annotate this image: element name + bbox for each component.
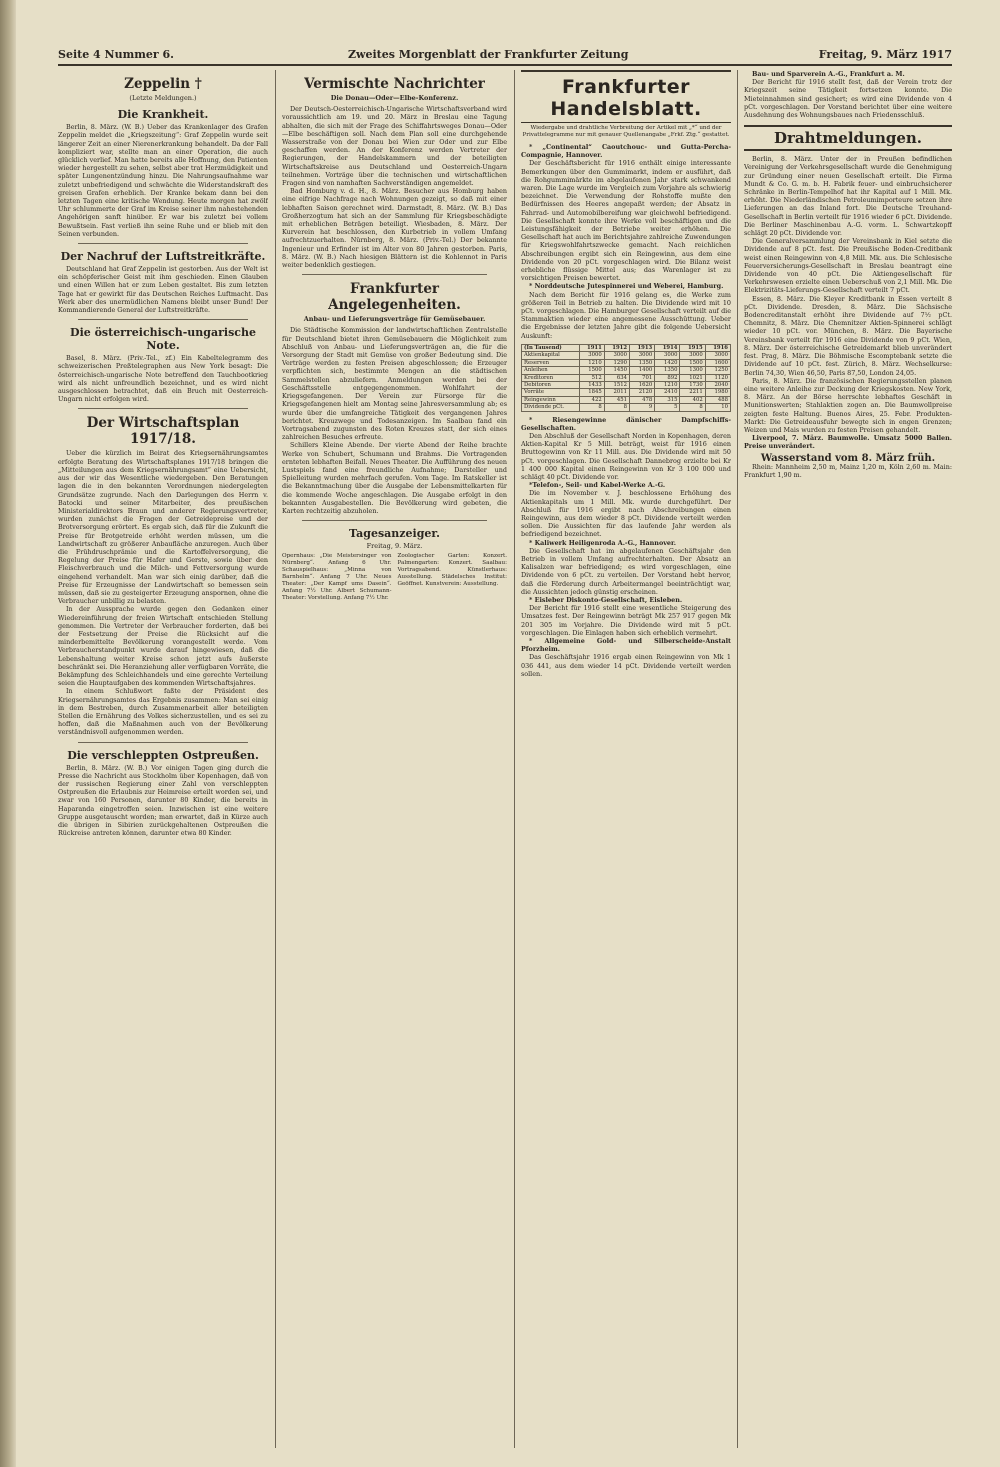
continental-text: Der Geschäftsbericht für 1916 enthält einige interessante Bemerkungen über den Gummimarkt, indem er ausführt, daß die Rohgummimärkte im abgelaufenen Jahr stark schwankend waren. Die Lage wurde im Vergleich zum Vorjahre als schwierig bezeichnet. Die Verwendung der Rohstoffe mußte den Bedürfnissen des Heeres angepaßt werden; der Absatz in Fahrrad- und Automobilbereifung war gleichwohl befriedigend. Die Gesellschaft konnte ihre Werke voll beschäftigen und die Leistungsfähigkeit der Betriebe weiter erhöhen. Die Gesellschaft hat auch im Berichtsjahre zahlreiche Zuwendungen für Kriegswohlfahrtszwecke gemacht. Nach reichlichen Abschreibungen ergibt sich ein Reingewinn, aus dem eine Dividende von 20 pCt. vorgeschlagen wird. Die Bilanz weist erhebliche flüssige Mittel aus; das Warenlager ist zu vorsichtigen Preisen bewertet.	[521, 159, 731, 283]
header-date: Freitag, 9. März 1917	[818, 48, 952, 61]
drahtmeldungen-headline: Drahtmeldungen.	[744, 125, 952, 151]
table-cell: 3000	[705, 352, 730, 359]
drahtmeldungen-text-3: Essen, 8. März. Die Kleyer Kreditbank in Essen verteilt 8 pCt. Dividende. Dresden, 8. März. Die Sächsische Bodencreditanstalt erhöht ihre Dividende auf 7½ pCt. Chemnitz, 8. März. Die Chemnitzer Aktien-Spinnerei schlägt wieder 10 pCt. vor. München, 8. März. Die Bayerische Vereinsbank verteilt für 1916 eine Dividende von 9 pCt. Wien, 8. März. Der österreichische Getreidemarkt blieb unverändert fest. Prag, 8. März. Die Böhmische Escomptebank setzte die Dividende auf 10 pCt. fest. Zürich, 8. März. Wechselkurse: Berlin 74,30, Wien 46,50, Paris 87,50, London 24,05.	[744, 294, 952, 377]
table-cell: 2040	[705, 381, 730, 388]
nachruf-text: Deutschland hat Graf Zeppelin ist gestorben. Aus der Welt ist ein schöpferischer Geist mit ihm geschieden. Einen Glauben und einen Willen hat er zum Leben gestaltet. Bis zum letzten Tage hat er gewirkt für das Deutschen Reiches Luftmacht. Das Werk aber des unermüdlichen Namens bleibt unser Bund! Der Kommandierende General der Luftstreitkräfte.	[58, 265, 268, 315]
drahtmeldungen-text-4: Paris, 8. März. Die französischen Regierungsstellen planen eine weitere Anleihe zur Deckung der Kriegskosten. New York, 8. März. An der Börse herrschte lebhaftes Geschäft in Munitionswerten; Stahlaktien zogen an. Die Baumwollpreise zeigten feste Haltung. Buenos Aires, 25. Febr. Produkten-Markt: Die Getreideausfuhr bewegte sich in engen Grenzen; Weizen und Mais wurden zu festen Preisen gehandelt.	[744, 376, 952, 434]
jute-text: Nach dem Bericht für 1916 gelang es, die Werke zum größeren Teil in Betrieb zu halten. Die Dividende wird mit 10 pCt. vorgeschlagen. Die Hamburger Gesellschaft verteilt auf die Stammaktien wieder eine angemessene Ausschüttung. Ueber die Ergebnisse der letzten Jahre gibt die folgende Uebersicht Auskunft:	[521, 290, 731, 340]
table-cell: 2011	[604, 389, 629, 396]
table-cell: 512	[579, 374, 604, 381]
jute-results-table	[521, 344, 731, 412]
handelsblatt-copyright-note: Wiedergabe und drahtliche Verbreitung der Artikel mit „*“ und der Privattelegramme nur mit genauer Quellenangabe „Frkf. Ztg.“ gestattet.	[522, 125, 730, 138]
note-text: Basel, 8. März. (Priv.-Tel., zf.) Ein Kabeltelegramm des schweizerischen Preßtelegraphen aus New York besagt: Die österreichisch-ungarische Note betreffend den Tauchbootkrieg wird als nicht unfreundlich bezeichnet, und es wird nicht ausgeschlossen betrachtet, daß ein Bruch mit Oesterreich-Ungarn nicht erfolgen wird.	[58, 354, 268, 404]
wirtschaftsplan-text: Ueber die kürzlich im Beirat des Kriegsernährungsamtes erfolgte Beratung des Wirtschaftsplanes 1917/18 bringen die „Mitteilungen aus dem Kriegsernährungsamt“ eine Uebersicht, aus der wir das Wesentliche wiedergeben. Den Beratungen lagen die in den bekannten Verordnungen niedergelegten Grundsätze zugrunde. Nach den Darlegungen des Herrn v. Batocki und seiner Mitarbeiter, des preußischen Ministerialdirektors Braun und anderer Regierungsvertreter, wurden zunächst die Fragen der Getreidepreise und der Brotversorgung erörtert. Es ergab sich, daß für die Zukunft die Preise für Brotgetreide erhöht werden müssen, um die Landwirtschaft zu größerer Anbaufläche anzuregen. Auch über die Frühdruschprämie und die Kartoffelversorgung, die Regelung der Preise für Hafer und Gerste, sowie über den Fleischverbrauch und die Milch- und Fettversorgung wurde eingehend verhandelt. Man war sich einig darüber, daß die Preise für Erzeugnisse der Landwirtschaft so bemessen sein müssen, daß sie zu gesteigerter Erzeugung anspornen, ohne die Verbraucher unbillig zu belasten.	[58, 449, 268, 606]
column-4	[744, 70, 952, 1448]
table-header-row	[522, 344, 731, 351]
table-header-cell: 1913	[630, 344, 655, 351]
misc-news-text: Bad Homburg v. d. H., 8. März. Besucher aus Homburg haben eine eifrige Nachfrage nach Wohnungen gezeigt, so daß mit einer lebhaften Saison gerechnet wird. Darmstadt, 8. März. (W. B.) Das Großherzogtum hat sich an der Sammlung für Kriegsbeschädigte mit erheblichen Beträgen beteiligt. Wiesbaden, 8. März. Der Kurverein hat beschlossen, den Kurbetrieb in vollem Umfang aufrechtzuerhalten. Nürnberg, 8. März. (Priv.-Tel.) Der bekannte Ingenieur und Erfinder ist im Alter von 80 Jahren gestorben. Paris, 8. März. (W. B.) Nach hiesigen Blättern ist die Kohlennot in Paris weiter bedenklich gestiegen.	[282, 187, 507, 270]
table-cell: 1500	[680, 359, 705, 366]
table-row	[522, 396, 731, 403]
eisleben-text: Der Bericht für 1916 stellt eine wesentliche Steigerung des Umsatzes fest. Der Reingewinn beträgt Mk 257 917 gegen Mk 201 305 im Vorjahre. Die Dividende wird mit 5 pCt. vorgeschlagen. Die Einlagen haben sich erheblich vermehrt.	[521, 604, 731, 637]
kaliwerk-text: Die Gesellschaft hat im abgelaufenen Geschäftsjahr den Betrieb in vollem Umfang aufrechterhalten. Der Absatz an Kalisalzen war befriedigend; es wird vorgeschlagen, eine Dividende von 6 pCt. zu verteilen. Der Vorstand hebt hervor, daß die Förderung durch Arbeitermangel beeinträchtigt war, die Aussichten jedoch günstig erscheinen.	[521, 546, 731, 596]
table-body	[522, 352, 731, 411]
dampfschiff-heading: * Riesengewinne dänischer Dampfschiffs-Gesellschaften.	[521, 415, 731, 432]
table-header-cell: 1912	[604, 344, 629, 351]
table-header-cell: 1915	[680, 344, 705, 351]
table-cell: 701	[630, 374, 655, 381]
donau-text: Der Deutsch-Oesterreichisch-Ungarische Wirtschaftsverband wird voraussichtlich am 19. und 20. März in Breslau eine Tagung abhalten, die sich mit der Frage des Schiffahrtsweges Donau—Oder—Elbe beschäftigen soll. Nach dem Plan soll eine durchgehende Wasserstraße von der Donau bei Wien zur Oder und zur Elbe geschaffen werden. An der Konferenz werden Vertreter der Regierungen, der Handelskammern und der beteiligten Wirtschaftskreise aus Deutschland und Oesterreich-Ungarn teilnehmen. Vorträge über die technischen und wirtschaftlichen Fragen sind von namhaften Sachverständigen angemeldet.	[282, 105, 507, 188]
krankheit-heading: Die Krankheit.	[117, 108, 209, 122]
table-cell: 315	[655, 396, 680, 403]
table-cell: Vorräte	[522, 389, 580, 396]
table-cell: 1845	[579, 389, 604, 396]
zeppelin-subtitle: (Letzte Meldungen.)	[129, 94, 197, 102]
tagesanzeiger-heading: Tagesanzeiger.	[349, 527, 440, 541]
page-binding-edge	[0, 0, 16, 1467]
column-3	[521, 70, 731, 1448]
table-cell: 3000	[680, 352, 705, 359]
table-cell: Debitoren	[522, 381, 580, 388]
table-cell: 422	[579, 396, 604, 403]
krankheit-text: Berlin, 8. März. (W. B.) Ueber das Krankenlager des Grafen Zeppelin meldet die „Kriegszeitung“: Graf Zeppelin wurde seit längerer Zeit an einer Nierenerkrankung behandelt. Da der Fall kompliziert war, stellte man an einer Operation, die auch glücklich verlief. Man hatte bereits alle Hoffnung, den Patienten wieder hergestellt zu sehen, selbst aber trat Herzmüdigkeit und später Lungenentzündung hinzu. Die Nahrungsaufnahme war zuletzt unbefriedigend und schwächte die Widerstandskraft des greisen Grafen erheblich. Der Kranke bekam dann bei den letzten Tagen eine kritische Wendung. Heute morgen hat zwölf Uhr schlummerte der Graf im Kreise seiner ihm nahestehenden Angehörigen sanft hinüber. Er war bis zuletzt bei vollem Bewußtsein. Fast verließ ihn seine Ruhe und er blieb mit den Seinen verbunden.	[58, 123, 268, 238]
table-cell: 1210	[579, 359, 604, 366]
table-row	[522, 381, 731, 388]
table-header-cell: 1914	[655, 344, 680, 351]
table-cell: 451	[604, 396, 629, 403]
wasserstand-heading: Wasserstand vom 8. März früh.	[760, 452, 936, 464]
nachruf-heading: Der Nachruf der Luftstreitkräfte.	[60, 250, 266, 264]
table-cell: 1450	[604, 367, 629, 374]
column-2	[282, 70, 507, 1448]
ostpreussen-text: Berlin, 8. März. (W. B.) Vor einigen Tagen ging durch die Presse die Nachricht aus Stockholm über Kopenhagen, daß von der russischen Regierung einer Zahl von verschleppten Ostpreußen die Erlaubnis zur Heimreise erteilt worden sei, und zwar von 160 Personen, darunter 80 Kinder, die bereits in Haparanda eingetroffen seien. Inzwischen ist eine weitere Gruppe ausgetauscht worden; man erwartet, daß in Kürze auch die übrigen in Sibirien zurückgehaltenen Ostpreußen die Rückreise antreten können, darunter etwa 80 Kinder.	[58, 763, 268, 838]
table-cell: 1350	[630, 359, 655, 366]
table-cell: Dividende pCt.	[522, 404, 580, 411]
ostpreussen-heading: Die verschleppten Ostpreußen.	[67, 748, 259, 762]
table-header-cell: 1916	[705, 344, 730, 351]
program-other: Zoologischer Garten: Konzert. Palmengarten: Konzert. Saalbau: Vortragsabend. Künstlerhaus: Ausstellung. Städelsches Institut: Geöffnet. Kunstverein: Ausstellung.	[397, 553, 507, 588]
divider	[302, 274, 487, 275]
scheideanstalt-text: Das Geschäftsjahr 1916 ergab einen Reingewinn von Mk 1 036 441, aus dem wieder 14 pCt. Dividende verteilt werden sollen.	[521, 653, 731, 678]
table-cell: 5	[655, 404, 680, 411]
table-cell: 478	[630, 396, 655, 403]
table-header-cell: (In Tausend)	[522, 344, 580, 351]
scheideanstalt-heading: * Allgemeine Gold- und Silberscheide-Anstalt Pforzheim.	[521, 637, 731, 654]
table-cell: 1210	[655, 381, 680, 388]
liverpool-report: Liverpool, 7. März. Baumwolle. Umsatz 5000 Ballen. Preise unverändert.	[744, 434, 952, 451]
table-row	[522, 404, 731, 411]
drahtmeldungen-text-2: Die Generalversammlung der Vereinsbank in Kiel setzte die Dividende auf 8 pCt. fest. Die Preußische Boden-Creditbank weist einen Reingewinn von 4,8 Mill. Mk. aus. Die Schlesische Feuerversicherungs-Gesellschaft in Breslau beantragt eine Dividende von 40 pCt. Die Aktiengesellschaft für Verkehrswesen erzielte einen Ueberschuß von 2,1 Mill. Mk. Die Elektrizitäts-Lieferungs-Gesellschaft verteilt 7 pCt.	[744, 237, 952, 295]
wasserstand-text: Rhein: Mannheim 2,50 m, Mainz 1,20 m, Köln 2,60 m. Main: Frankfurt 1,90 m.	[744, 462, 952, 479]
table-cell: 8	[579, 404, 604, 411]
dampfschiff-text: Den Abschluß der Gesellschaft Norden in Kopenhagen, deren Aktien-Kapital Kr 5 Mill. beträgt, weist für 1916 einen Bruttogewinn von Kr 11 Mill. aus. Die Dividende wird mit 50 pCt. vorgeschlagen. Die Gesellschaft Dannebrog erzielte bei Kr 1 400 000 Kapital einen Reingewinn von Kr 3 100 000 und schlägt 40 pCt. Dividende vor.	[521, 431, 731, 481]
page-header	[58, 44, 952, 66]
table-cell: 1600	[705, 359, 730, 366]
column-rule	[275, 70, 276, 1448]
table-cell: 1290	[604, 359, 629, 366]
table-cell: Kreditoren	[522, 374, 580, 381]
table-cell: 1420	[655, 359, 680, 366]
tagesanzeiger-program	[282, 553, 507, 602]
vermischte-headline: Vermischte Nachrichter	[304, 76, 485, 92]
telefon-text: Die im November v. J. beschlossene Erhöhung des Aktienkapitals um 1 Mill. Mk. wurde durchgeführt. Der Abschluß für 1916 ergibt nach Abschreibungen einen Reingewinn, aus dem wieder 8 pCt. Dividende verteilt werden sollen. Die Aussichten für das laufende Jahr werden als befriedigend bezeichnet.	[521, 489, 731, 539]
table-cell: 488	[705, 396, 730, 403]
table-cell: 402	[680, 396, 705, 403]
angelegenheiten-text-2: Schillers Kleine Abende. Der vierte Abend der Reihe brachte Werke von Schubert, Schumann und Brahms. Die Vortragenden ernteten lebhaften Beifall. Neues Theater. Die Aufführung des neuen Lustspiels fand eine freundliche Aufnahme; Darsteller und Spielleitung wurden mehrfach gerufen. Vom Tage. Im Ratskeller ist die Bekanntmachung über die Ausgabe der Lebensmittelkarten für die kommende Woche angeschlagen. Die Ausgabe erfolgt in den bekannten Ausgabestellen. Die Bevölkerung wird gebeten, die Karten rechtzeitig abzuholen.	[282, 441, 507, 515]
table-row	[522, 367, 731, 374]
table-cell: 3000	[579, 352, 604, 359]
telefon-heading: *Telefon-, Seil- und Kabel-Werke A.-G.	[529, 481, 666, 490]
divider	[78, 319, 248, 320]
wirtschaftsplan-heading: Der Wirtschaftsplan 1917/18.	[86, 415, 240, 448]
table-cell: 9	[630, 404, 655, 411]
table-cell: 8	[604, 404, 629, 411]
table-cell: 8	[680, 404, 705, 411]
table-cell: 1980	[705, 389, 730, 396]
table-cell: 1300	[680, 367, 705, 374]
table-cell: 3000	[655, 352, 680, 359]
table-cell: 2211	[680, 389, 705, 396]
table-cell: 1021	[680, 374, 705, 381]
header-newspaper-title: Zweites Morgenblatt der Frankfurter Zeitung	[348, 48, 629, 61]
angelegenheiten-subtitle: Anbau- und Lieferungsverträge für Gemüsebauer.	[303, 315, 486, 324]
bauverein-heading: Bau- und Sparverein A.-G., Frankfurt a. M.	[752, 70, 905, 78]
wirtschaftsplan-text-2: In der Aussprache wurde gegen den Gedanken einer Wiedereinführung der freien Wirtschaft entschieden Stellung genommen. Die Vertreter der Verbraucher forderten, daß bei der Festsetzung der Preise die Rücksicht auf die minderbemittelte Bevölkerung vorangestellt werde. Vom Verbraucherstandpunkt wurde darauf hingewiesen, daß die Lebenshaltung weiter Kreise schon jetzt aufs äußerste beschränkt sei. Die Heranziehung aller verfügbaren Vorräte, die Bekämpfung des Schleichhandels und eine gerechte Verteilung seien die Hauptaufgaben des kommenden Wirtschaftsjahres.	[58, 605, 268, 688]
divider	[78, 243, 248, 244]
donau-subtitle: Die Donau—Oder—Elbe-Konferenz.	[330, 94, 459, 102]
table-cell: Anleihen	[522, 367, 580, 374]
table-cell: 2410	[655, 389, 680, 396]
table-cell: 1250	[705, 367, 730, 374]
column-1	[58, 70, 268, 1448]
table-row	[522, 389, 731, 396]
kaliwerk-heading: * Kaliwerk Heiligenroda A.-G., Hannover.	[529, 538, 676, 547]
table-row	[522, 352, 731, 359]
divider	[78, 408, 248, 409]
table-cell: 1620	[630, 381, 655, 388]
divider	[302, 520, 487, 521]
table-cell: Reserven	[522, 359, 580, 366]
header-page-number: Seite 4 Nummer 6.	[58, 48, 174, 61]
table-cell: 1400	[630, 367, 655, 374]
table-cell: 1512	[604, 381, 629, 388]
table-cell: 10	[705, 404, 730, 411]
jute-heading: * Norddeutsche Jutespinnerei und Weberei, Hamburg.	[529, 282, 724, 291]
table-row	[522, 374, 731, 381]
table-cell: 1120	[705, 374, 730, 381]
table-cell: 1730	[680, 381, 705, 388]
eisleben-heading: * Eisleber Diskonto-Gesellschaft, Eisleben.	[529, 596, 683, 604]
frankfurter-angelegenheiten-headline: Frankfurter Angelegenheiten.	[328, 281, 461, 314]
column-rule	[514, 70, 515, 1448]
table-cell: Reingewinn	[522, 396, 580, 403]
table-cell: 1500	[579, 367, 604, 374]
angelegenheiten-text: Die Städtische Kommission der landwirtschaftlichen Zentralstelle für Deutschland bietet ihren Gemüsebauern die Möglichkeit zum Abschluß von Anbau- und Lieferungsverträgen an, die für die Versorgung der Stadt mit Gemüse von großer Bedeutung sind. Die Verträge werden zu festen Preisen abgeschlossen; die Erzeuger verpflichten sich, bestimmte Mengen an die städtischen Sammelstellen abzuliefern. Anmeldungen werden bei der Geschäftsstelle entgegengenommen. Wohlfahrt der Kriegsgefangenen. Der Verein zur Fürsorge für die Kriegsgefangenen hielt am Montag seine Jahresversammlung ab; es wurde über die umfangreiche Tätigkeit des vergangenen Jahres berichtet. Kreuzwege und Todesanzeigen. Im Saalbau fand ein Vortragsabend zugunsten des Roten Kreuzes statt, der sich eines zahlreichen Besuches erfreute.	[282, 326, 507, 442]
table-cell: 3000	[630, 352, 655, 359]
wirtschaftsplan-text-3: In einem Schlußwort faßte der Präsident des Kriegsernährungsamtes das Ergebnis zusammen: Man sei einig in dem Bestreben, durch Zusammenarbeit aller beteiligten Stellen die Ernährung des Volkes sicherzustellen, und es sei zu hoffen, daß die Maßnahmen auch von der Bevölkerung verständnisvoll aufgenommen werden.	[58, 687, 268, 737]
continental-heading: * „Continental“ Caoutchouc- und Gutta-Percha-Compagnie, Hannover.	[521, 143, 731, 160]
zeppelin-headline: Zeppelin †	[124, 76, 202, 92]
tagesanzeiger-date: Freitag, 9. März.	[366, 542, 423, 551]
table-cell: 634	[604, 374, 629, 381]
table-cell: 1433	[579, 381, 604, 388]
divider	[78, 742, 248, 743]
table-cell: 3000	[604, 352, 629, 359]
bauverein-text: Der Bericht für 1916 stellt fest, daß der Verein trotz der Kriegszeit seine Tätigkeit fortsetzen konnte. Die Mieteinnahmen sind gesichert; es wird eine Dividende von 4 pCt. vorgeschlagen. Der Vorstand berichtet über eine weitere Ausdehnung des Wohnungsbaues nach Friedensschluß.	[744, 78, 952, 120]
table-row	[522, 359, 731, 366]
table-cell: 2120	[630, 389, 655, 396]
program-theaters: Opernhaus: „Die Meistersinger von Nürnberg“. Anfang 6 Uhr. Schauspielhaus: „Minna von Barnhelm“. Anfang 7 Uhr. Neues Theater: „Der Kampf ums Dasein“. Anfang 7½ Uhr. Albert Schumann-Theater: Vorstellung. Anfang 7½ Uhr.	[282, 553, 392, 602]
note-heading: Die österreichisch-ungarische Note.	[70, 326, 256, 353]
handelsblatt-headline: Frankfurter Handelsblatt.	[521, 70, 731, 123]
table-header-cell: 1911	[579, 344, 604, 351]
table-cell: 892	[655, 374, 680, 381]
table-cell: 1350	[655, 367, 680, 374]
column-rule	[737, 70, 738, 1448]
drahtmeldungen-text: Berlin, 8. März. Unter der in Preußen befindlichen Vereinigung der Verkehrsgesellschaft wurde die Genehmigung zur Gründung einer neuen Gesellschaft erteilt. Die Firma Mundt & Co. G. m. b. H. Fabrik feuer- und einbruchsicherer Schränke in Berlin-Tempelhof hat ihr Kapital auf 1 Mill. Mk. erhöht. Die Niederländischen Petroleumimporteure setzen ihre Lieferungen an das Inland fort. Die Deutsche Treuhand-Gesellschaft in Berlin verteilt für 1916 wieder 6 pCt. Dividende. Die Berliner Maschinenbau A.-G. vorm. L. Schwartzkopff schlägt 20 pCt. Dividende vor.	[744, 155, 952, 238]
table-cell: Aktienkapital	[522, 352, 580, 359]
